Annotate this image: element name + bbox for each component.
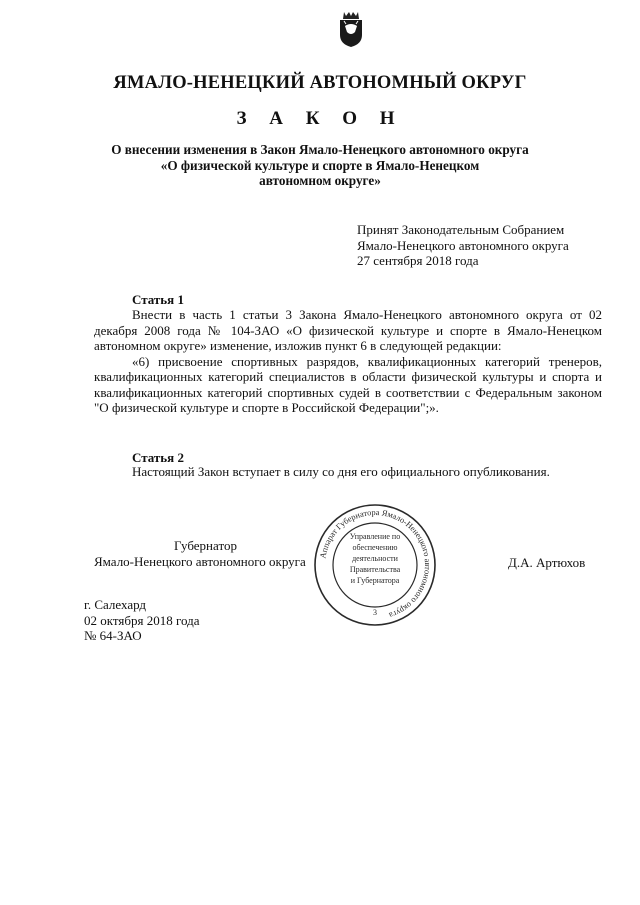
article-1-paragraph: Внести в часть 1 статьи 3 Закона Ямало-Ненецкого автономного округа от 02 декабря 2008 года № 104-ЗАО «О физической культуре и спорте в Ямало-Ненецком автономном округе» изменение, изложив пункт 6 в следующей редакции: (94, 307, 602, 353)
stamp-ring-text: Аппарат Губернатора Ямало-Ненецкого автономного округа (318, 507, 433, 620)
article-1-paragraph: «6) присвоение спортивных разрядов, квалификационных категорий тренеров, квалификационных категорий специалистов в области физической культуры и спорта и квалификационных категорий спортивных судей в соответствии с Федеральным законом "О физической культуре и спорте в Российской Федерации";». (94, 353, 602, 415)
signatory-block (94, 538, 306, 570)
subtitle-line: «О физической культуре и спорте в Ямало-Ненецком (160, 157, 480, 173)
stamp-inner-line: Правительства (349, 565, 401, 574)
footer-number: № 64-ЗАО (84, 628, 142, 643)
signatory-role: Губернатор (174, 538, 237, 553)
article-1-heading: Статья 1 (132, 292, 184, 307)
adoption-block (357, 222, 569, 269)
article-2-paragraph: Настоящий Закон вступает в силу со дня его официального опубликования. (132, 464, 550, 479)
coat-of-arms-emblem (337, 10, 365, 48)
stamp-inner-line: обеспечению (352, 543, 398, 552)
official-stamp (313, 503, 437, 627)
footer-city: г. Салехард (84, 597, 147, 612)
document-footer (84, 597, 200, 644)
subtitle-line: О внесении изменения в Закон Ямало-Ненецкого автономного округа (111, 142, 529, 157)
signatory-name: Д.А. Артюхов (508, 555, 586, 570)
adoption-line: Ямало-Ненецкого автономного округа (357, 237, 569, 253)
document-type: З А К О Н (236, 108, 404, 129)
region-title: ЯМАЛО-НЕНЕЦКИЙ АВТОНОМНЫЙ ОКРУГ (113, 73, 527, 93)
article-2-body (94, 464, 602, 480)
footer-date: 02 октября 2018 года (84, 612, 200, 628)
stamp-inner-line: и Губернатора (350, 576, 400, 585)
article-1-body (94, 307, 602, 416)
stamp-inner-line: деятельности (352, 554, 398, 563)
stamp-number: 3 (373, 608, 377, 617)
adoption-line: Принят Законодательным Собранием (357, 222, 565, 237)
law-subtitle (95, 142, 545, 189)
stamp-inner-line: Управление по (349, 532, 401, 541)
adoption-line: 27 сентября 2018 года (357, 253, 479, 268)
signatory-organization: Ямало-Ненецкого автономного округа (94, 554, 306, 569)
article-2-heading: Статья 2 (132, 450, 184, 465)
subtitle-line: автономном округе» (259, 173, 381, 188)
